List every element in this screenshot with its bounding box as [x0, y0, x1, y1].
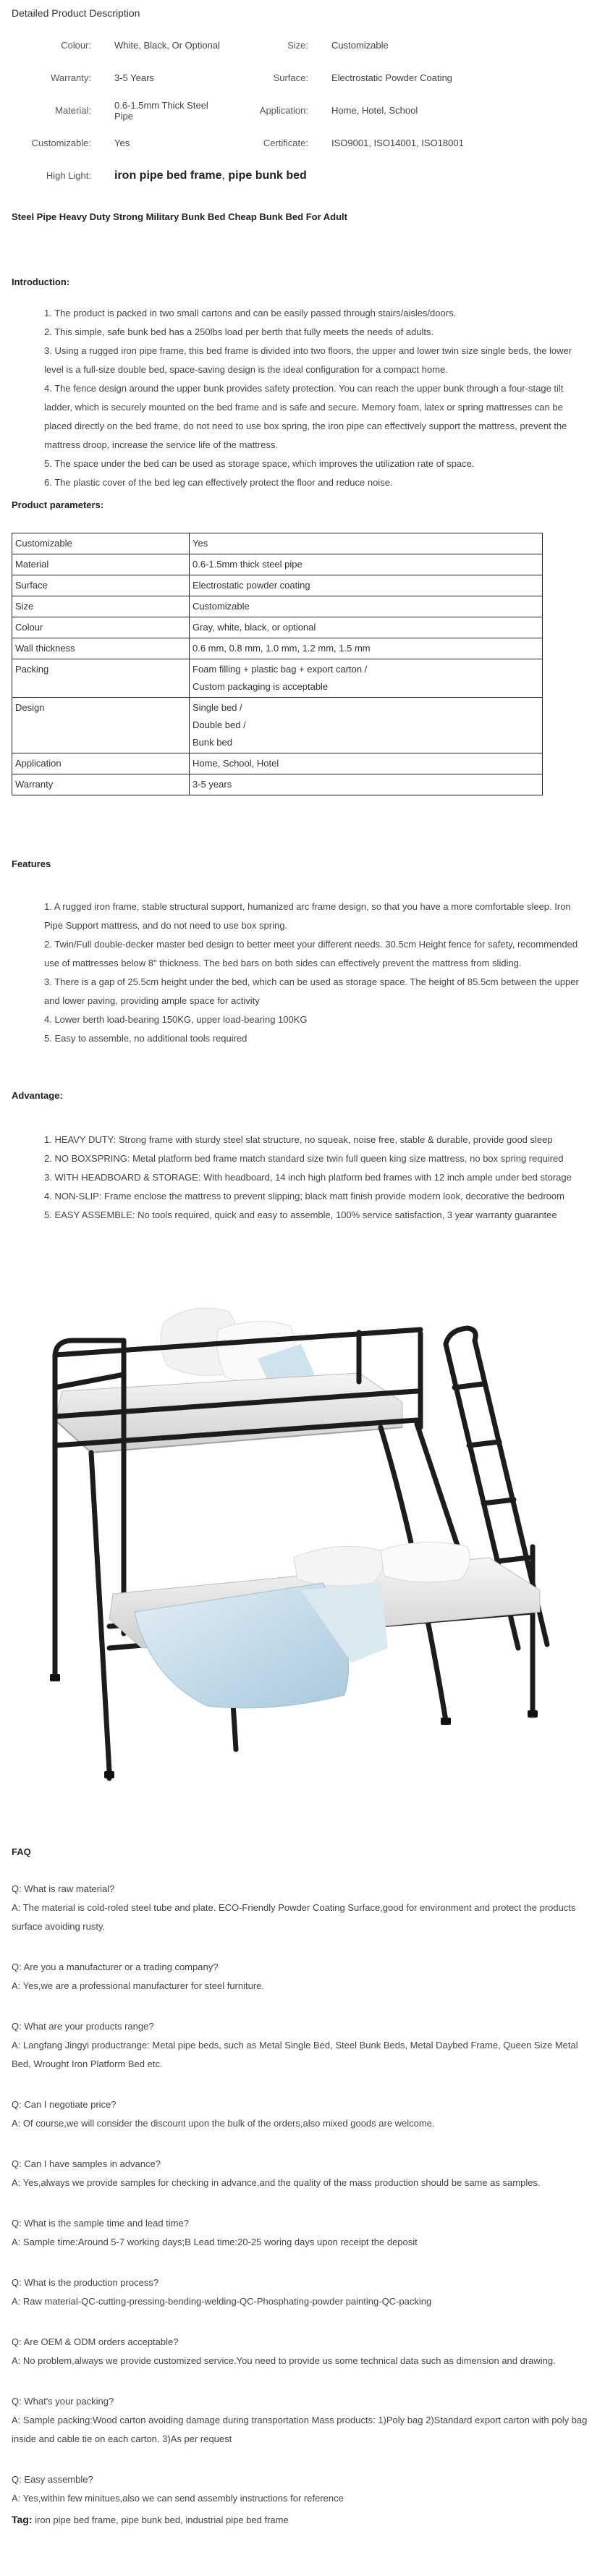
faq-question: Q: Easy assemble? — [12, 2474, 93, 2485]
param-value-line: Foam filling + plastic bag + export carton / — [192, 664, 368, 675]
spec-label: Customizable: — [31, 138, 91, 148]
param-value — [190, 554, 543, 575]
spec-value: ISO9001, ISO14001, ISO18001 — [331, 138, 464, 148]
advantage-list — [12, 1131, 593, 1225]
list-item: 1. The product is packed in two small cartons and can be easily passed through stairs/aisles/doors. — [44, 308, 457, 318]
param-value — [190, 774, 543, 795]
parameters-heading: Product parameters: — [12, 499, 104, 510]
param-key: Customizable — [12, 533, 190, 554]
table-row — [12, 774, 543, 795]
faq-item — [12, 2155, 593, 2192]
bunk-bed-photo — [41, 1272, 591, 1822]
advantage-heading: Advantage: — [12, 1090, 63, 1101]
spec-value: White, Black, Or Optional — [114, 40, 220, 51]
spec-label: Application: — [259, 105, 308, 116]
spec-value: 3-5 Years — [114, 72, 154, 83]
param-key: Warranty — [12, 774, 190, 795]
param-value — [190, 638, 543, 659]
list-item: 2. This simple, safe bunk bed has a 250lbs load per berth that fully meets the needs of adults. — [44, 326, 434, 337]
faq-item — [12, 2214, 593, 2252]
param-value-line: Yes — [192, 538, 208, 549]
tag-link-2[interactable]: pipe bunk bed — [121, 2514, 181, 2525]
faq-question: Q: What is the sample time and lead time? — [12, 2218, 189, 2229]
param-key: Application — [12, 753, 190, 774]
faq-question: Q: What are your products range? — [12, 2021, 154, 2032]
table-row — [12, 698, 543, 753]
features-heading: Features — [12, 858, 51, 869]
spec-value: Customizable — [331, 40, 389, 51]
param-value — [190, 659, 543, 698]
faq-answer: A: No problem,always we provide customized service.You need to provide us some technical data such as dimension and drawing. — [12, 2355, 556, 2366]
faq-answer: A: Langfang Jingyi productrange: Metal pipe beds, such as Metal Single Bed, Steel Bunk Beds, Metal Daybed Frame, Queen Size Metal Bed, Wrought Iron Platform Bed etc. — [12, 2040, 578, 2069]
param-value-line: Customizable — [192, 601, 250, 612]
tag-separator: , — [180, 2514, 183, 2525]
table-row — [12, 753, 543, 774]
table-row — [12, 596, 543, 617]
tag-line — [12, 2514, 593, 2525]
table-row — [12, 659, 543, 698]
faq-question: Q: What is the production process? — [12, 2277, 159, 2288]
param-key: Size — [12, 596, 190, 617]
introduction-heading: Introduction: — [12, 276, 70, 287]
list-item: 5. Easy to assemble, no additional tools required — [44, 1033, 248, 1044]
faq-answer: A: Sample time:Around 5-7 working days;B Lead time:20-25 woring days upon receipt the deposit — [12, 2237, 418, 2247]
faq-question: Q: Are you a manufacturer or a trading company? — [12, 1961, 219, 1972]
faq-answer: A: Yes,we are a professional manufacturer for steel furniture. — [12, 1980, 265, 1991]
param-value-line: Bunk bed — [192, 737, 232, 748]
param-value-line: Gray, white, black, or optional — [192, 622, 316, 633]
param-value — [190, 596, 543, 617]
spec-value: 0.6-1.5mm Thick Steel Pipe — [114, 99, 208, 122]
faq-question: Q: What is raw material? — [12, 1883, 115, 1894]
spec-value: Home, Hotel, School — [331, 105, 418, 116]
table-row — [12, 638, 543, 659]
table-row — [12, 575, 543, 596]
highlight-link-2[interactable]: pipe bunk bed — [228, 169, 307, 182]
spec-label: Material: — [55, 105, 91, 116]
param-key: Wall thickness — [12, 638, 190, 659]
list-item: 3. Using a rugged iron pipe frame, this bed frame is divided into two floors, the upper and lower twin size single beds, the lower level is a full-size double bed, space-saving design is the ideal configuration for a compact home. — [44, 345, 572, 375]
faq-item — [12, 2392, 593, 2449]
list-item: 5. EASY ASSEMBLE: No tools required, quick and easy to assemble, 100% service satisfaction, 3 year warranty guarantee — [44, 1209, 557, 1220]
bunk-bed-illustration — [41, 1272, 591, 1822]
spec-label: Size: — [287, 40, 308, 51]
list-item: 3. There is a gap of 25.5cm height under the bed, which can be used as storage space. The height of 85.5cm between the upper and lower paving, providing ample space for activity — [44, 976, 579, 1006]
spec-label: Colour: — [61, 40, 91, 51]
faq-question: Q: What's your packing? — [12, 2396, 114, 2407]
introduction-list — [12, 304, 593, 492]
tag-link-3[interactable]: industrial pipe bed frame — [185, 2514, 289, 2525]
param-key: Packing — [12, 659, 190, 698]
spec-label: Certificate: — [263, 138, 308, 148]
table-row — [12, 617, 543, 638]
detail-title: Detailed Product Description — [12, 7, 140, 19]
spec-table — [12, 29, 593, 159]
list-item: 2. NO BOXSPRING: Metal platform bed frame match standard size twin full queen king size mattress, no box spring required — [44, 1153, 564, 1164]
faq-item — [12, 2470, 593, 2508]
tag-label: Tag: — [12, 2514, 33, 2525]
param-key: Material — [12, 554, 190, 575]
param-value-line: Electrostatic powder coating — [192, 580, 310, 591]
highlight-separator: , — [221, 169, 225, 182]
faq-item — [12, 1958, 593, 1996]
list-item: 2. Twin/Full double-decker master bed design to better meet your different needs. 30.5cm Height fence for safety, recommended use of mattresses below 8" thickness. The bed bars on both sides can effectively prevent the mattress from sliding. — [44, 939, 578, 968]
faq-answer: A: Yes,always we provide samples for checking in advance,and the quality of the mass production should be same as samples. — [12, 2177, 541, 2188]
param-value — [190, 575, 543, 596]
param-value-line: Double bed / — [192, 719, 246, 730]
param-value-line: Custom packaging is acceptable — [192, 681, 329, 692]
faq-item — [12, 2017, 593, 2074]
faq-question: Q: Can I negotiate price? — [12, 2099, 117, 2110]
faq-item — [12, 2333, 593, 2370]
faq-item — [12, 2273, 593, 2311]
features-list — [12, 898, 593, 1048]
table-row — [12, 554, 543, 575]
tag-link-1[interactable]: iron pipe bed frame — [35, 2514, 117, 2525]
param-value — [190, 753, 543, 774]
param-key: Colour — [12, 617, 190, 638]
faq-answer: A: Of course,we will consider the discount upon the bulk of the orders,also mixed goods are welcome. — [12, 2118, 435, 2129]
faq-list — [12, 1880, 593, 2508]
list-item: 3. WITH HEADBOARD & STORAGE: With headboard, 14 inch high platform bed frames with 12 inch ample under bed storage — [44, 1172, 572, 1183]
list-item: 4. Lower berth load-bearing 150KG, upper load-bearing 100KG — [44, 1014, 308, 1025]
highlight-values — [106, 169, 307, 182]
param-value-line: Home, School, Hotel — [192, 758, 279, 769]
param-key: Surface — [12, 575, 190, 596]
param-value-line: Single bed / — [192, 702, 242, 713]
parameters-table — [12, 533, 543, 795]
param-key: Design — [12, 698, 190, 753]
param-value — [190, 533, 543, 554]
param-value-line: 3-5 years — [192, 779, 232, 790]
list-item: 4. NON-SLIP: Frame enclose the mattress to prevent slipping; black matt finish provide modern look, decorative the bedroom — [44, 1191, 564, 1202]
list-item: 4. The fence design around the upper bunk provides safety protection. You can reach the upper bunk through a four-stage tilt ladder, which is securely mounted on the bed frame and is safe and secure. Memory foam, latex or spring mattresses can be placed directly on the bed frame, do not need to use box spring, the iron pipe can effectively support the mattress, prevent the mattress droop, increase the service life of the mattress. — [44, 383, 567, 450]
param-value-line: 0.6 mm, 0.8 mm, 1.0 mm, 1.2 mm, 1.5 mm — [192, 643, 371, 654]
list-item: 1. HEAVY DUTY: Strong frame with sturdy steel slat structure, no squeak, noise free, stable & durable, provide good sleep — [44, 1134, 553, 1145]
list-item: 6. The plastic cover of the bed leg can effectively protect the floor and reduce noise. — [44, 477, 393, 488]
param-value — [190, 617, 543, 638]
param-value — [190, 698, 543, 753]
list-item: 1. A rugged iron frame, stable structural support, humanized arc frame design, so that you have a more comfortable sleep. Iron Pipe Support mattress, and do not need to use box spring. — [44, 901, 571, 931]
table-row — [12, 533, 543, 554]
faq-item — [12, 2095, 593, 2133]
spec-value: Yes — [114, 138, 130, 148]
highlight-row — [12, 159, 593, 192]
faq-item — [12, 1880, 593, 1936]
list-item: 5. The space under the bed can be used as storage space, which improves the utilization rate of space. — [44, 458, 475, 469]
param-value-line: 0.6-1.5mm thick steel pipe — [192, 559, 302, 570]
faq-answer: A: The material is cold-roled steel tube and plate. ECO-Friendly Powder Coating Surface,good for environment and protect the products surface avoiding rusty. — [12, 1902, 576, 1932]
faq-answer: A: Sample packing:Wood carton avoiding damage during transportation Mass products: 1)Poly bag 2)Standard export carton with poly bag inside and cable tie on each carton. 3)As per request — [12, 2415, 588, 2444]
product-heading: Steel Pipe Heavy Duty Strong Military Bunk Bed Cheap Bunk Bed For Adult — [12, 211, 347, 222]
highlight-link-1[interactable]: iron pipe bed frame — [114, 169, 222, 182]
spec-label: Surface: — [273, 72, 308, 83]
faq-heading: FAQ — [12, 1846, 31, 1857]
faq-question: Q: Are OEM & ODM orders acceptable? — [12, 2336, 179, 2347]
spec-value: Electrostatic Powder Coating — [331, 72, 452, 83]
faq-answer: A: Yes,within few minitues,also we can send assembly instructions for reference — [12, 2493, 344, 2504]
highlight-label: High Light: — [46, 170, 91, 181]
faq-answer: A: Raw material-QC-cutting-pressing-bending-welding-QC-Phosphating-powder painting-QC-packing — [12, 2296, 432, 2307]
faq-question: Q: Can I have samples in advance? — [12, 2158, 161, 2169]
spec-label: Warranty: — [51, 72, 91, 83]
tag-separator: , — [116, 2514, 119, 2525]
